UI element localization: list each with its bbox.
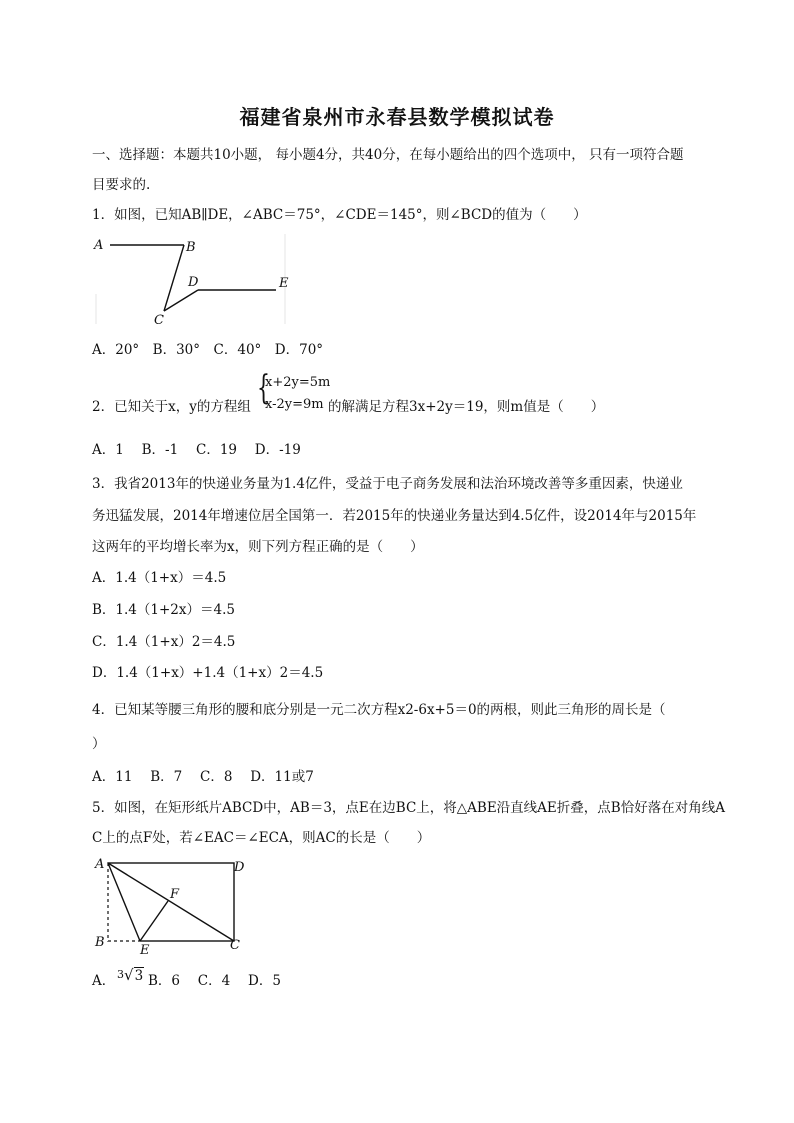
q5-line2: C上的点F处，若∠EAC＝∠ECA，则AC的长是（ ）	[92, 830, 431, 846]
q5-line1: 5．如图，在矩形纸片ABCD中，AB＝3，点E在边BC上，将△ABE沿直线AE折叠，点B恰好落在对角线A	[92, 800, 725, 816]
segment-ef	[140, 901, 168, 941]
section-instructions-line1: 一、选择题：本题共10小题， 每小题4分，共40分，在每小题给出的四个选项中， 只有一项符合题	[92, 147, 684, 163]
q3-option-b: B．1.4（1+2x）＝4.5	[92, 602, 235, 618]
q2-prefix: 2．已知关于x，y的方程组	[92, 399, 251, 415]
label-e: E	[140, 943, 150, 957]
q4-options: A．11 B．7 C．8 D．11或7	[92, 769, 314, 785]
system-brace: {	[257, 368, 270, 408]
q5-options-rest: B．6 C．4 D．5	[148, 973, 281, 989]
label-e: E	[279, 276, 289, 291]
label-c: C	[230, 938, 240, 953]
q1-stem: 1．如图，已知AB∥DE，∠ABC＝75°，∠CDE＝145°，则∠BCD的值为（ ）	[92, 207, 587, 223]
q4-line1: 4．已知某等腰三角形的腰和底分别是一元二次方程x2-6x+5＝0的两根，则此三角形的周长是（	[92, 702, 666, 718]
page-title: 福建省泉州市永春县数学模拟试卷	[239, 105, 555, 129]
fold-ae	[108, 863, 140, 941]
radicand: 3	[134, 968, 144, 984]
q3-line3: 这两年的平均增长率为x，则下列方程正确的是（ ）	[92, 539, 424, 555]
section-instructions-line2: 目要求的.	[92, 177, 151, 193]
q5-option-a-radical	[117, 966, 144, 984]
radical-coefficient: 3	[117, 968, 124, 981]
label-d: D	[234, 860, 245, 875]
q2-options: A．1 B．-1 C．19 D．-19	[92, 442, 301, 458]
q3-option-d: D．1.4（1+x）+1.4（1+x）2＝4.5	[92, 665, 324, 681]
q2-eq1: x+2y=5m	[265, 375, 331, 390]
radical-icon: √	[124, 966, 134, 984]
label-c: C	[154, 313, 164, 328]
q1-figure	[92, 232, 292, 328]
q5-option-a-prefix: A．	[92, 973, 116, 989]
label-d: D	[188, 275, 199, 290]
q3-option-c: C．1.4（1+x）2＝4.5	[92, 634, 236, 650]
label-b: B	[186, 240, 196, 255]
q5-figure	[92, 853, 252, 957]
diagonal-ac	[108, 863, 234, 941]
label-a: A	[94, 238, 104, 253]
q3-option-a: A．1.4（1+x）＝4.5	[92, 570, 227, 586]
q2-eq2: x-2y=9m	[265, 397, 324, 412]
q3-line2: 务迅猛发展，2014年增速位居全国第一．若2015年的快递业务量达到4.5亿件，设2014年与2015年	[92, 508, 697, 524]
q2-suffix: 的解满足方程3x+2y＝19，则m值是（ ）	[328, 399, 605, 415]
q1-options: A．20° B．30° C．40° D．70°	[92, 342, 324, 358]
label-b: B	[95, 935, 105, 950]
label-f: F	[170, 887, 180, 902]
q4-line2: ）	[92, 736, 106, 752]
label-a: A	[95, 857, 105, 872]
q3-line1: 3．我省2013年的快递业务量为1.4亿件，受益于电子商务发展和法治环境改善等多重因素，快递业	[92, 476, 683, 492]
